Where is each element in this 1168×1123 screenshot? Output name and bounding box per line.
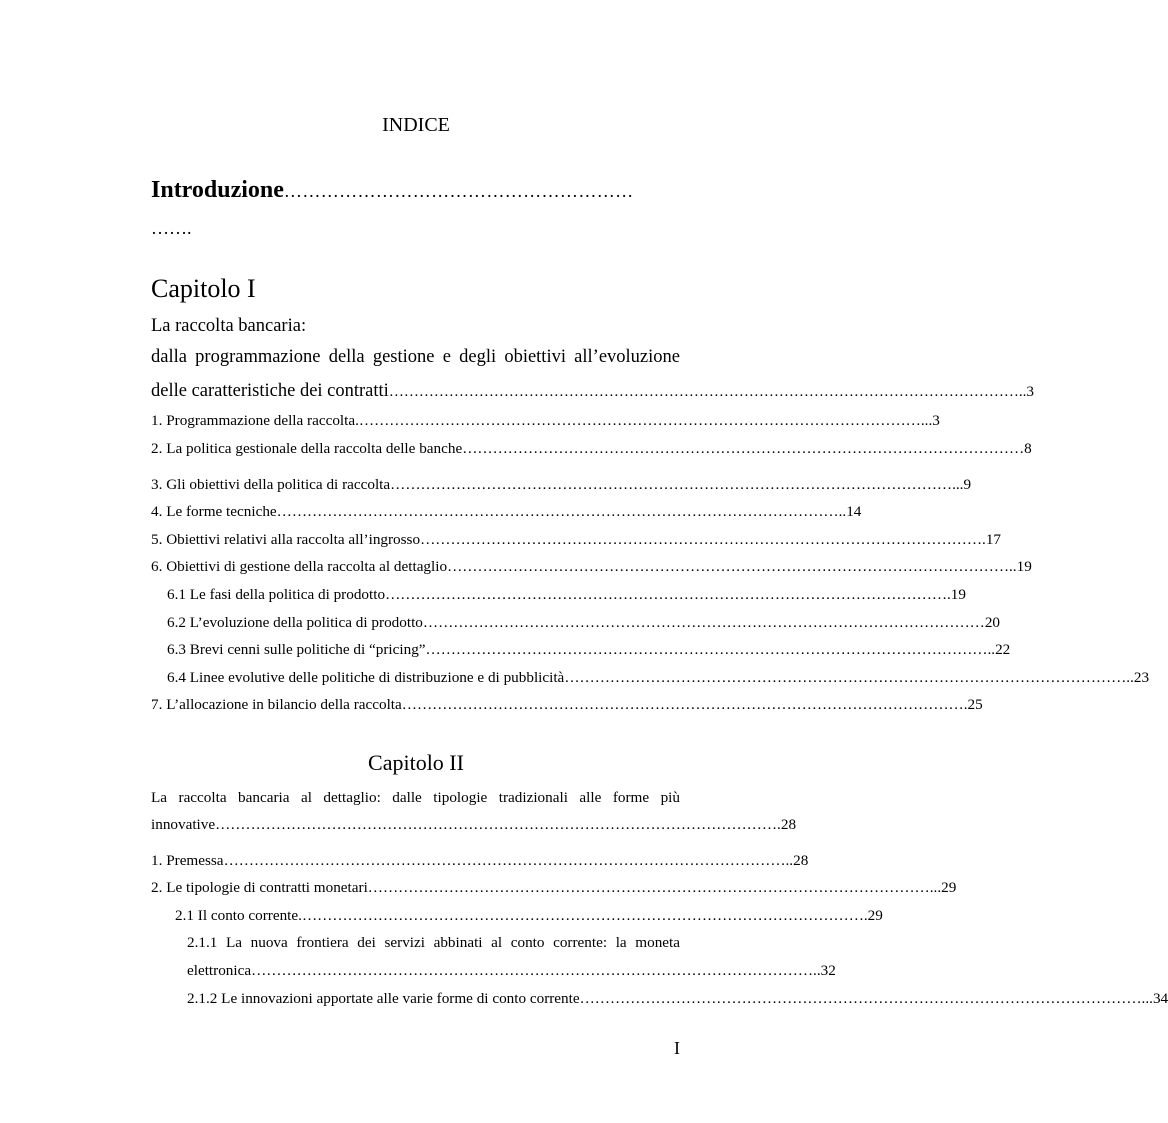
toc-page: .17 — [982, 531, 1001, 548]
dot-leader: ………………………………………………………………………………………………… — [390, 476, 953, 493]
dot-leader: ………………………………………………………………………………………………… — [358, 412, 921, 429]
toc-page: ...29 — [929, 879, 957, 896]
toc-entry — [151, 503, 862, 523]
chapter2-description-entry — [151, 816, 797, 836]
chapter1-description: dalla programmazione della gestione e degli obiettivi all’evoluzione — [151, 347, 680, 367]
toc-page: .29 — [863, 907, 883, 924]
toc-entry — [167, 586, 966, 606]
toc-text: 2.1 Il conto corrente. — [175, 907, 302, 924]
chapter2-heading: Capitolo II — [368, 750, 464, 775]
toc-page: ...9 — [952, 476, 972, 493]
toc-page: ..22 — [987, 641, 1011, 658]
chapter1-description-entry — [151, 381, 1034, 401]
toc-text: 1. Premessa — [151, 852, 224, 869]
toc-text: 2.1.2 Le innovazioni apportate alle varie forme di conto corrente — [187, 990, 580, 1007]
toc-page: .28 — [777, 816, 797, 833]
toc-text: 4. Le forme tecniche — [151, 503, 277, 520]
chapter1-subtitle: La raccolta bancaria: — [151, 316, 307, 336]
toc-page: .25 — [963, 696, 983, 713]
toc-text: 2. La politica gestionale della raccolta delle banche — [151, 440, 463, 457]
toc-page: 20 — [984, 614, 1001, 631]
toc-entry — [151, 476, 972, 496]
toc-text: 7. L’allocazione in bilancio della raccolta — [151, 696, 402, 713]
dot-leader: ………………………………………………………………………………………………… — [276, 503, 839, 520]
dot-leader: ………………………………………………………………………………………………… — [215, 816, 778, 833]
intro-leader: ………………………………………………… — [283, 181, 634, 201]
toc-entry — [151, 696, 983, 716]
dot-leader: ………………………………………………………………………………………………… — [251, 962, 814, 979]
chapter2-description: La raccolta bancaria al dettaglio: dalle tipologie tradizionali alle forme più — [151, 789, 680, 806]
dot-leader: ………………………………………………………………………………………………… — [462, 440, 1025, 457]
dot-leader: ……………………………………………………………………………………………………………… — [388, 384, 1019, 400]
toc-page: ..14 — [838, 503, 862, 520]
toc-entry — [167, 614, 1001, 634]
dot-leader: ………………………………………………………………………………………………… — [420, 531, 983, 548]
chapter1-heading: Capitolo I — [151, 274, 256, 303]
toc-text: 1. Programmazione della raccolta. — [151, 412, 359, 429]
toc-text: 6. Obiettivi di gestione della raccolta al dettaglio — [151, 558, 448, 575]
dot-leader: ………………………………………………………………………………………………… — [579, 990, 1142, 1007]
toc-text: innovative — [151, 816, 216, 833]
toc-entry — [167, 641, 1011, 661]
dot-leader: ………………………………………………………………………………………………… — [301, 907, 864, 924]
dot-leader: ………………………………………………………………………………………………… — [422, 614, 985, 631]
dot-leader: ………………………………………………………………………………………………… — [385, 586, 947, 603]
toc-text: 5. Obiettivi relativi alla raccolta all’ingrosso — [151, 531, 421, 548]
toc-entry — [167, 669, 1150, 689]
toc-text: 6.3 Brevi cenni sulle politiche di “pricing” — [167, 641, 426, 658]
toc-page: ..19 — [1009, 558, 1032, 575]
dot-leader: ………………………………………………………………………………………………… — [401, 696, 964, 713]
toc-entry — [175, 907, 883, 927]
toc-entry — [151, 558, 1032, 578]
dot-leader: ………………………………………………………………………………………………… — [367, 879, 930, 896]
dot-leader: ………………………………………………………………………………………………… — [564, 669, 1127, 686]
toc-entry — [151, 852, 809, 872]
toc-page: .19 — [947, 586, 966, 603]
toc-entry — [151, 879, 957, 899]
toc-entry-text-wrapped: 2.1.1 La nuova frontiera dei servizi abbinati al conto corrente: la moneta — [187, 934, 680, 951]
index-title: INDICE — [382, 114, 450, 136]
toc-entry — [151, 412, 940, 432]
toc-page: ..32 — [813, 962, 836, 979]
toc-page: 8 — [1024, 440, 1032, 457]
toc-text: 6.2 L’evoluzione della politica di prodotto — [167, 614, 423, 631]
intro-label: Introduzione — [151, 177, 284, 203]
toc-page: ..23 — [1126, 669, 1150, 686]
page-number: I — [674, 1038, 680, 1058]
toc-text: delle caratteristiche dei contratti — [151, 381, 389, 401]
toc-entry — [187, 990, 1168, 1010]
toc-entry — [151, 440, 1032, 460]
toc-entry — [187, 962, 836, 982]
intro-entry — [151, 177, 634, 204]
intro-leader-continued: ……. — [151, 218, 192, 238]
dot-leader: ………………………………………………………………………………………………… — [425, 641, 988, 658]
toc-page: ...3 — [920, 412, 940, 429]
toc-entry — [151, 531, 1001, 551]
toc-text: 2. Le tipologie di contratti monetari — [151, 879, 368, 896]
toc-page: ...34 — [1141, 990, 1168, 1007]
toc-page: ..28 — [785, 852, 809, 869]
toc-text: 6.1 Le fasi della politica di prodotto — [167, 586, 386, 603]
toc-page: ..3 — [1018, 383, 1034, 400]
dot-leader: ………………………………………………………………………………………………… — [447, 558, 1009, 575]
toc-text: 6.4 Linee evolutive delle politiche di distribuzione e di pubblicità — [167, 669, 565, 686]
dot-leader: ………………………………………………………………………………………………… — [223, 852, 786, 869]
toc-text: 3. Gli obiettivi della politica di raccolta — [151, 476, 391, 493]
toc-text: elettronica — [187, 962, 252, 979]
